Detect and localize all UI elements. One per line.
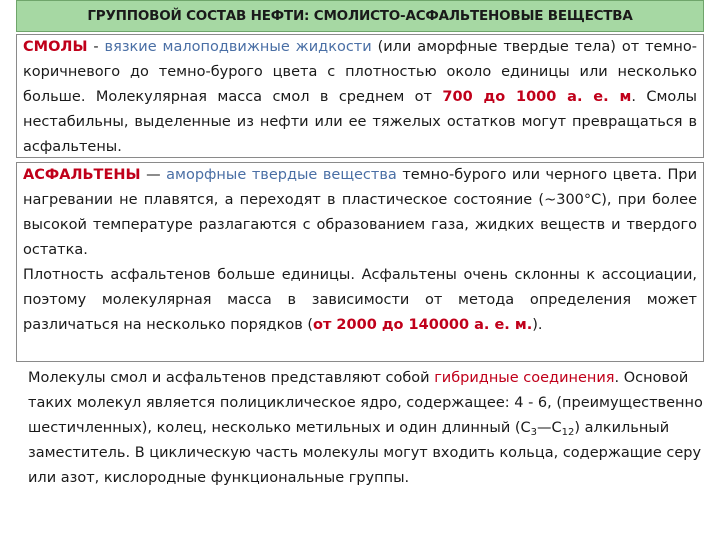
asphaltenes-text-2: Плотность асфальтенов больше единицы. Асфальтены очень склонны к ассоциации, поэтому молекулярная масса в зависимости от метода определения может различаться на несколько порядков ( [23,267,697,333]
asphaltenes-text-1: темно-бурого или черного цвета. При нагревании не плавятся, а переходят в пластическое состояние (~300°С), при более высокой температуре разлагаются с образованием газа, жидких веществ и твердого остатка. [23,167,697,258]
molecules-dash: —С [537,420,562,436]
asphaltenes-paragraph-1 [23,163,697,263]
hybrid-compounds-term: гибридные соединения [434,370,615,386]
molecules-text-2: . Основой таких молекул является полициклическое ядро, содержащее: 4 - 6, (преимущественно шестичленных), колец, несколько метильных и один длинный (С [28,370,703,436]
molecules-text-1: Молекулы смол и асфальтенов представляют собой [28,370,435,386]
resins-paragraph [23,35,697,160]
resins-definition: вязкие малоподвижные жидкости [104,39,372,55]
asphaltenes-paragraph-2 [23,263,697,338]
resins-dash: - [87,39,105,55]
resins-term: СМОЛЫ [23,39,88,55]
resins-text-1: (или аморфные твердые тела) от темно-коричневого до темно-бурого цвета с плотностью около единицы или несколько больше. Молекулярная масса смол в среднем от [23,39,697,105]
asphaltenes-box [16,162,704,362]
molecules-paragraph [28,366,704,491]
molecules-section [28,366,704,491]
subscript-c3: 3 [530,427,538,438]
asphaltenes-molecular-mass: от 2000 до 140000 а. е. м. [313,317,533,333]
asphaltenes-dash: — [140,167,167,183]
subscript-c12: 12 [561,427,575,438]
asphaltenes-term: АСФАЛЬТЕНЫ [23,167,141,183]
resins-box [16,34,704,158]
asphaltenes-text-3: ). [532,317,543,333]
molecules-text-3: ) алкильный заместитель. В циклическую часть молекулы могут входить кольца, содержащие серу или азот, кислородные функциональные группы. [28,420,702,486]
asphaltenes-definition: аморфные твердые вещества [166,167,397,183]
resins-molecular-mass: 700 до 1000 а. е. м [442,89,632,105]
page-title: ГРУППОВОЙ СОСТАВ НЕФТИ: СМОЛИСТО-АСФАЛЬТЕНОВЫЕ ВЕЩЕСТВА [16,0,704,32]
resins-text-2: . Смолы нестабильны, выделенные из нефти или ее тяжелых остатков могут превращаться в асфальтены. [23,89,697,155]
